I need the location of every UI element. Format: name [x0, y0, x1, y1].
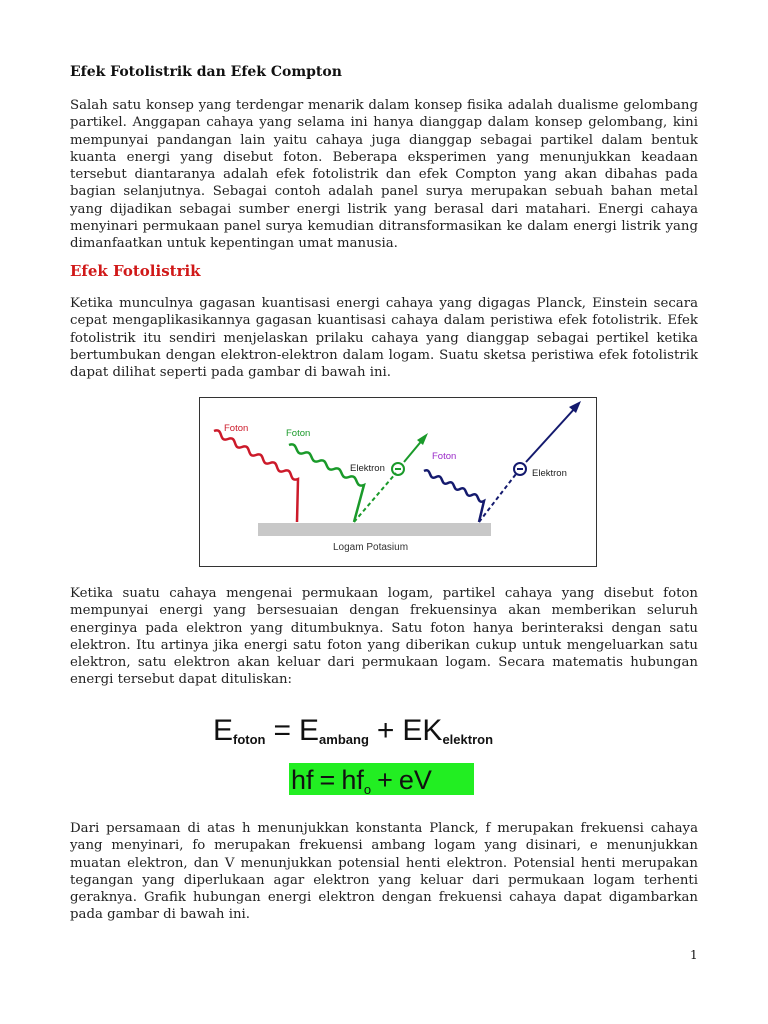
electron-label-2: Elektron — [532, 468, 567, 479]
electron-label-1: Elektron — [350, 463, 385, 474]
photon-label-red: Foton — [224, 423, 249, 434]
photon-wave-green — [289, 444, 364, 522]
section-paragraph-2: Ketika suatu cahaya mengenai permukaan logam, partikel cahaya yang disebut foton mempunyai energi yang bersesuaian dengan frekuensinya akan memberikan seluruh energinya pada elektron yang ditumbuknya. Satu foton hanya berinteraksi dengan satu elektron. Itu artinya jika energi satu foton yang diberikan cukup untuk mengeluarkan satu elektron, satu elektron akan keluar dari permukaan logam. Secara matematis hubungan energi tersebut dapat dituliskan: — [70, 586, 698, 688]
photoelectric-figure — [199, 397, 597, 567]
photon-label-green: Foton — [286, 428, 311, 439]
section-heading-efek-fotolistrik: Efek Fotolistrik — [70, 262, 201, 280]
intro-paragraph: Salah satu konsep yang terdengar menarik dalam konsep fisika adalah dualisme gelombang partikel. Anggapan cahaya yang selama ini hanya dianggap dalam konsep gelombang, kini mempunyai pandangan lain yaitu cahaya juga dianggap sebagai partikel dalam bentuk kuanta energi yang disebut foton. Beberapa eksperimen yang menunjukkan keadaan tersebut diantaranya adalah efek fotolistrik dan efek Compton yang akan dibahas pada bagian selanjutnya. Sebagai contoh adalah panel surya merupakan sebuah bahan metal yang dijadikan sebagai sumber energi listrik yang berasal dari matahari. Energi cahaya menyinari permukaan panel surya kemudian ditransformasikan ke dalam energi listrik yang dimanfaatkan untuk kepentingan umat manusia. — [70, 98, 698, 252]
page-number: 1 — [690, 948, 698, 962]
equation-energy-text: Efoton = Eambang + EKelektron — [213, 714, 494, 747]
photon-wave-navy — [424, 470, 484, 522]
photon-label-purple: Foton — [432, 451, 457, 462]
equation-energy — [213, 708, 553, 748]
equation-energy-svg — [213, 708, 553, 748]
arrowhead-navy — [569, 401, 581, 413]
electron-path-navy — [479, 474, 516, 522]
metal-plate — [258, 523, 491, 536]
equation-planck-svg — [289, 763, 474, 795]
metal-label: Logam Potasium — [333, 542, 409, 553]
electron-arrow-navy — [526, 407, 576, 462]
document-title: Efek Fotolistrik dan Efek Compton — [70, 64, 342, 80]
equation-planck-text: hf = hfo + eV — [291, 765, 432, 795]
photoelectric-diagram — [200, 398, 596, 566]
photon-wave-red — [214, 430, 298, 522]
section-paragraph-1: Ketika munculnya gagasan kuantisasi energi cahaya yang digagas Planck, Einstein secara cepat mengaplikasikannya gagasan kuantisasi cahaya dalam peristiwa efek fotolistrik. Efek fotolistrik itu sendiri menjelaskan prilaku cahaya yang dianggap sebagai pertikel ketika bertumbukan dengan elektron-elektron dalam logam. Suatu sketsa peristiwa efek fotolistrik dapat dilihat seperti pada gambar di bawah ini. — [70, 296, 698, 381]
section-paragraph-3: Dari persamaan di atas h menunjukkan konstanta Planck, f merupakan frekuensi cahaya yang menyinari, fo merupakan frekuensi ambang logam yang disinari, e menunjukkan muatan elektron, dan V menunjukkan potensial henti elektron. Potensial henti merupakan tegangan yang diperlukaan agar elektron yang keluar dari permukaan logam terhenti geraknya. Grafik hubungan energi elektron dengan frekuensi cahaya dapat digambarkan pada gambar di bawah ini. — [70, 821, 698, 923]
equation-planck-highlight — [289, 763, 474, 795]
